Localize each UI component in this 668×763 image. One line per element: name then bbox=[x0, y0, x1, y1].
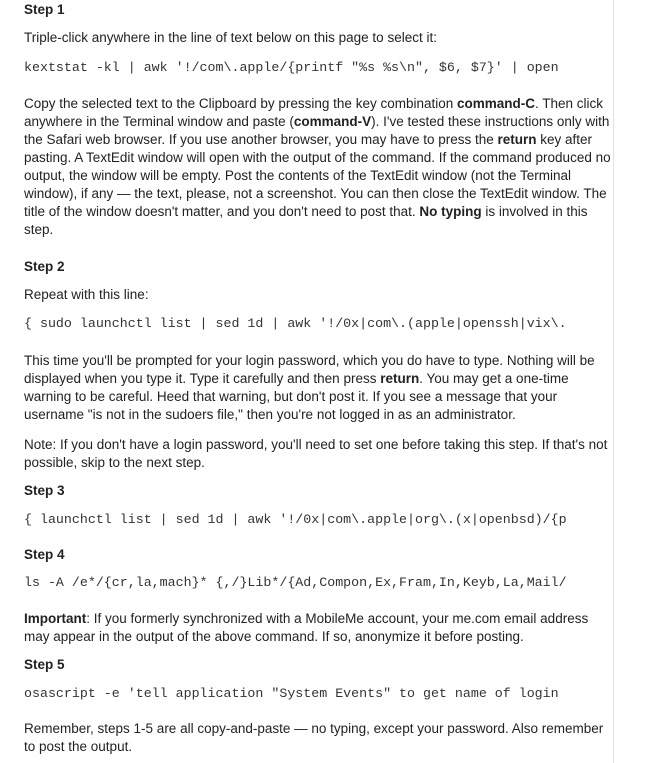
key-return: return bbox=[380, 371, 420, 386]
step-4-command[interactable]: ls -A /e*/{cr,la,mach}* {,/}Lib*/{Ad,Compon,Ex,Fram,In,Keyb,La,Mail/ bbox=[24, 575, 567, 590]
step-2-intro: Repeat with this line: bbox=[24, 287, 149, 302]
step-3-command[interactable]: { launchctl list | sed 1d | awk '!/0x|com\.apple|org\.(x|openbsd)/{p bbox=[24, 512, 567, 527]
important-label: Important bbox=[24, 611, 87, 626]
step-2-note: Note: If you don't have a login password, you'll need to set one before taking this step. If that's not possible, skip to the next step. bbox=[24, 437, 608, 470]
step-4-heading: Step 4 bbox=[24, 547, 65, 562]
key-return: return bbox=[497, 132, 537, 147]
key-command-c: command-C bbox=[457, 96, 536, 111]
step-3-heading: Step 3 bbox=[24, 483, 65, 498]
step-2-instructions: This time you'll be prompted for your login password, which you do have to type. Nothing will be displayed when you type it. Type it carefully and then press return. You may get a one-time warning to be careful. Heed that warning, but don't post it. If you see a message that your username "is not in the sudoers file," then you're not logged in as an administrator. bbox=[24, 353, 595, 422]
step-2-command[interactable]: { sudo launchctl list | sed 1d | awk '!/0x|com\.(apple|openssh|vix\. bbox=[24, 316, 567, 331]
step-1-heading: Step 1 bbox=[24, 2, 65, 17]
step-1-intro: Triple-click anywhere in the line of text below on this page to select it: bbox=[24, 30, 437, 45]
step-1-command[interactable]: kextstat -kl | awk '!/com\.apple/{printf "%s %s\n", $6, $7}' | open bbox=[24, 60, 559, 75]
no-typing-emphasis: No typing bbox=[419, 204, 482, 219]
step-5-heading: Step 5 bbox=[24, 657, 65, 672]
key-command-v: command-V bbox=[293, 114, 372, 129]
step-2-heading: Step 2 bbox=[24, 259, 65, 274]
step-5-reminder: Remember, steps 1-5 are all copy-and-paste — no typing, except your password. Also remember to post the output. bbox=[24, 721, 604, 754]
step-1-instructions: Copy the selected text to the Clipboard by pressing the key combination command-C. Then click anywhere in the Terminal window and paste (command-V). I've tested these instructions only with the Safari web browser. If you use another browser, you may have to press the return key after pasting. A TextEdit window will open with the output of the command. If the command produced no output, the window will be empty. Post the contents of the TextEdit window (not the Terminal window), if any — the text, please, not a screenshot. You can then close the TextEdit window. The title of the window doesn't matter, and you don't need to post that. No typing is involved in this step. bbox=[24, 96, 611, 237]
step-4-important-note: Important: If you formerly synchronized with a MobileMe account, your me.com email address may appear in the output of the above command. If so, anonymize it before posting. bbox=[24, 611, 589, 644]
step-5-command[interactable]: osascript -e 'tell application "System Events" to get name of login bbox=[24, 686, 559, 701]
